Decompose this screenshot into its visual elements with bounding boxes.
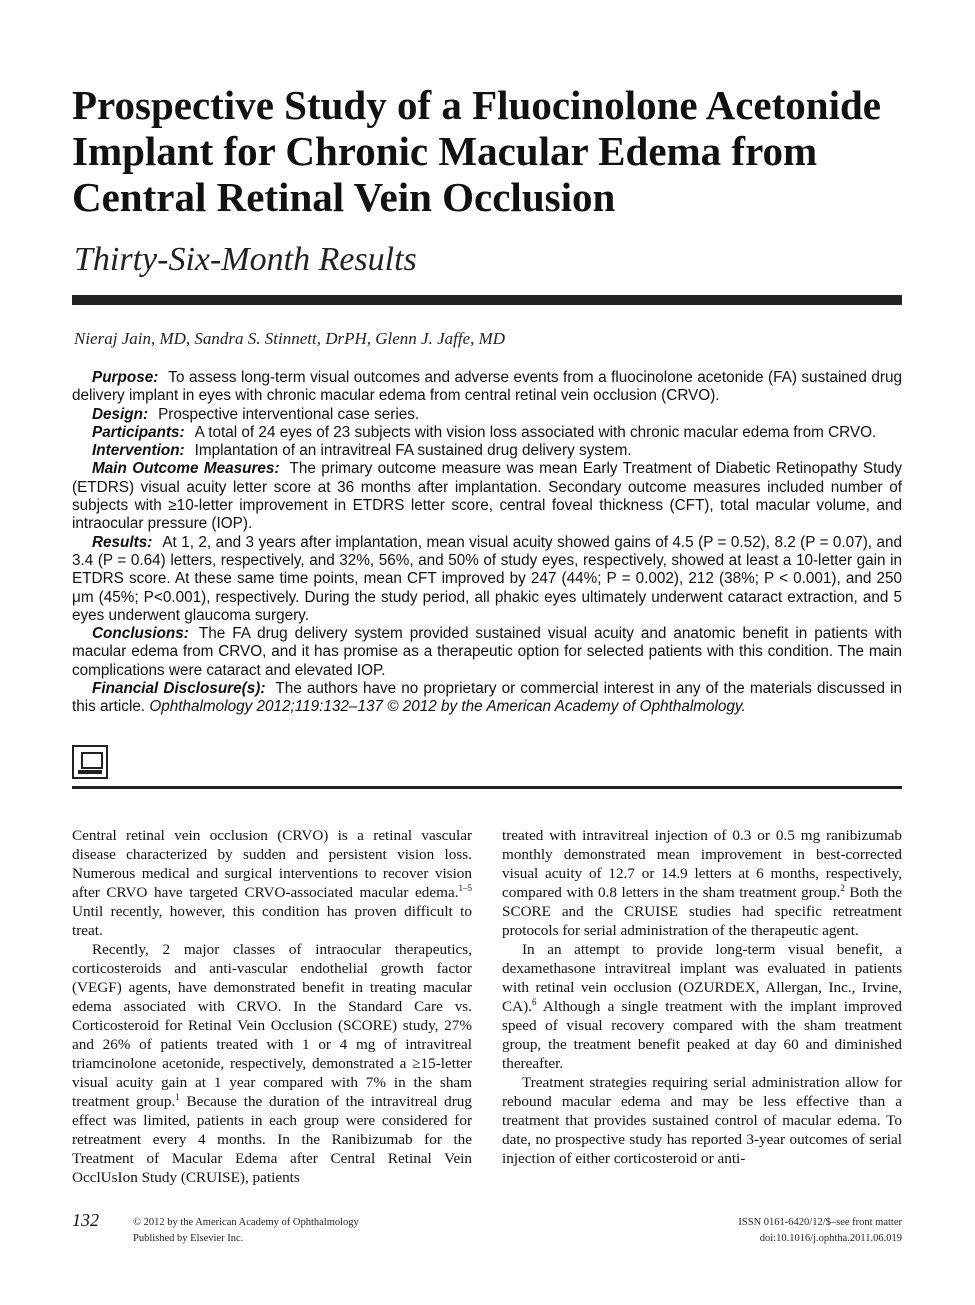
footer-copyright-block	[133, 1215, 359, 1247]
abstract-results	[72, 534, 902, 625]
results-label: Results:	[92, 533, 153, 551]
abstract-intervention	[72, 442, 902, 460]
abstract	[72, 369, 902, 717]
abstract-participants	[72, 424, 902, 442]
author-list: Nieraj Jain, MD, Sandra S. Stinnett, DrPH, Glenn J. Jaffe, MD	[74, 329, 506, 348]
computer-base-shape	[78, 770, 102, 774]
purpose-label: Purpose:	[92, 369, 159, 386]
results-text: At 1, 2, and 3 years after implantation, mean visual acuity showed gains of 4.5 (P = 0.52), 8.2 (P = 0.07), and 3.4 (P = 0.64) letters, respectively, and 32%, 56%, and 50% of study eyes, respectively, showed at least a 10-letter gain in ETDRS score. At these same time points, mean CFT improved by 247 (44%; P = 0.002), 212 (38%; P < 0.001), and 250 μm (45%; P<0.001), respectively. During the study period, all phakic eyes ultimately underwent cataract extraction, and 5 eyes underwent glaucoma surgery.	[72, 533, 902, 624]
doi-link[interactable]: doi:10.1016/j.ophtha.2011.06.019	[759, 1233, 902, 1244]
reference-link[interactable]: 6	[531, 996, 537, 1007]
body-text: Central retinal vein occlusion (CRVO) is a retinal vascular disease characterized by sudden and persistent vision loss. Numerous medical and surgical interventions to recover vision after CRVO have targeted CRVO-associated macular edema.	[72, 827, 472, 901]
page-number: 132	[72, 1210, 99, 1230]
article-title: Prospective Study of a Fluocinolone Acetonide Implant for Chronic Macular Edema from Central Retinal Vein Occlusion	[72, 82, 881, 220]
body-paragraph	[72, 826, 472, 940]
body-paragraph	[502, 940, 902, 1073]
abstract-divider	[72, 786, 902, 789]
journal-citation: Ophthalmology 2012;119:132–137 © 2012 by the American Academy of Ophthalmology.	[149, 698, 746, 716]
participants-text: A total of 24 eyes of 23 subjects with vision loss associated with chronic macular edema from CRVO.	[194, 423, 877, 441]
reference-link[interactable]: 1–5	[458, 882, 472, 893]
abstract-purpose	[72, 369, 902, 406]
intervention-text: Implantation of an intravitreal FA sustained drug delivery system.	[194, 442, 632, 460]
disclosure-label: Financial Disclosure(s):	[92, 680, 266, 698]
design-label: Design:	[92, 405, 149, 423]
participants-label: Participants:	[92, 423, 185, 441]
publisher-notice: Published by Elsevier Inc.	[133, 1233, 244, 1244]
body-paragraph	[72, 940, 472, 1187]
intervention-label: Intervention:	[92, 442, 185, 460]
body-column-left	[72, 826, 472, 1187]
outcome-label: Main Outcome Measures:	[92, 460, 280, 478]
body-text: Both the SCORE and the CRUISE studies had specific retreatment protocols for serial administration of the therapeutic agent.	[502, 884, 902, 939]
title-divider	[72, 295, 902, 305]
computer-icon[interactable]	[72, 745, 108, 779]
body-column-right	[502, 826, 902, 1168]
abstract-design	[72, 406, 902, 424]
outcome-text: The primary outcome measure was mean Early Treatment of Diabetic Retinopathy Study (ETDRS) visual acuity letter score at 36 months after implantation. Secondary outcome measures included number of subjects with ≥10-letter improvement in ETDRS letter score, central foveal thickness (CFT), total macular volume, and intraocular pressure (IOP).	[72, 460, 903, 533]
design-text: Prospective interventional case series.	[158, 405, 420, 423]
body-paragraph	[502, 1073, 902, 1168]
disclosure-text: The authors have no proprietary or commercial interest in any of the materials discussed in this article.	[72, 680, 903, 716]
copyright-notice: © 2012 by the American Academy of Ophthalmology	[133, 1217, 359, 1228]
body-text: Because the duration of the intravitreal drug effect was limited, patients in each group were considered for retreatment every 4 months. In the Ranibizumab for the Treatment of Macular Edema after Central Retinal Vein OcclUsIon Study (CRUISE), patients	[72, 1093, 472, 1186]
abstract-disclosure	[72, 680, 902, 717]
body-text: Treatment strategies requiring serial administration allow for rebound macular edema and may be less effective than a treatment that provides sustained control of macular edema. To date, no prospective study has reported 3-year outcomes of serial injection of either corticosteroid or anti-	[502, 1074, 902, 1167]
body-text: Until recently, however, this condition has proven difficult to treat.	[72, 903, 472, 939]
body-text: treated with intravitreal injection of 0.3 or 0.5 mg ranibizumab monthly demonstrated mean improvement in best-corrected visual acuity of 12.7 or 14.9 letters at 6 months, respectively, compared with 0.8 letters in the sham treatment group.	[502, 827, 902, 901]
reference-link[interactable]: 2	[840, 882, 845, 893]
body-text: In an attempt to provide long-term visual benefit, a dexamethasone intravitreal implant was evaluated in patients with retinal vein occlusion (OZURDEX, Allergan, Inc., Irvine, CA).	[502, 941, 902, 1015]
footer-identifiers	[738, 1215, 902, 1247]
body-text: Recently, 2 major classes of intraocular therapeutics, corticosteroids and anti-vascular endothelial growth factor (VEGF) agents, have demonstrated benefit in treating macular edema associated with CRVO. In the Standard Care vs. Corticosteroid for Retinal Vein Occlusion (SCORE) study, 27% and 26% of patients treated with 1 or 4 mg of intravitreal triamcinolone acetonide, respectively, demonstrated a ≥15-letter visual acuity gain at 1 year compared with 7% in the sham treatment group.	[72, 941, 472, 1110]
body-paragraph	[502, 826, 902, 940]
computer-screen-shape	[81, 752, 103, 769]
conclusions-text: The FA drug delivery system provided sustained visual acuity and anatomic benefit in patients with macular edema from CRVO, and it has promise as a therapeutic option for selected patients with this condition. The main complications were cataract and elevated IOP.	[72, 625, 902, 679]
article-subtitle: Thirty-Six-Month Results	[74, 241, 417, 278]
body-text: Although a single treatment with the implant improved speed of visual recovery compared with the sham treatment group, the treatment benefit peaked at day 60 and diminished thereafter.	[502, 998, 902, 1072]
purpose-text: To assess long-term visual outcomes and adverse events from a fluocinolone acetonide (FA) sustained drug delivery implant in eyes with chronic macular edema from central retinal vein occlusion (CRVO).	[72, 369, 902, 405]
issn-text: ISSN 0161-6420/12/$–see front matter	[738, 1217, 902, 1228]
abstract-outcome-measures	[72, 460, 902, 533]
conclusions-label: Conclusions:	[92, 625, 189, 643]
reference-link[interactable]: 1	[175, 1091, 180, 1102]
abstract-conclusions	[72, 625, 902, 680]
